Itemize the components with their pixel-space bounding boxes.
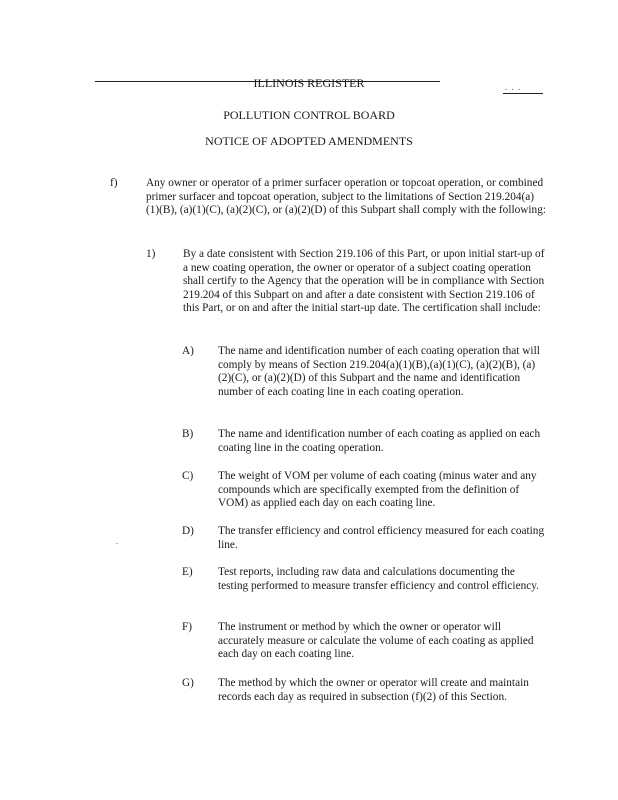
- subitem-c-label: C): [182, 470, 194, 482]
- board-title: POLLUTION CONTROL BOARD: [223, 108, 395, 122]
- subitem-c-text: The weight of VOM per volume of each coating (minus water and any compounds which are specifically exempted from the definition of VOM) as applied each day on each coating line.: [218, 470, 537, 510]
- subitem-g-text: The method by which the owner or operator will create and maintain records each day as required in subsection (f)(2) of this Section.: [218, 677, 529, 703]
- subitem-d-label: D): [182, 525, 194, 537]
- subitem-g-label: G): [182, 677, 194, 689]
- item-1-label: 1): [146, 248, 156, 260]
- subitem-f-label: F): [182, 621, 193, 633]
- notice-title: NOTICE OF ADOPTED AMENDMENTS: [205, 134, 413, 148]
- subitem-a-text: The name and identification number of each coating operation that will comply by means of Section 219.204(a)(1)(B),(a)(1)(C), (a)(2)(B), (a)(2)(C), or (a)(2)(D) of this Subpart and the name and identification number of each coating line in each coating operation.: [218, 345, 540, 398]
- item-1-text: By a date consistent with Section 219.106 of this Part, or upon initial start-up of a new coating operation, the owner or operator of a subject coating operation shall certify to the Agency that the operation will be in compliance with Section 219.204 of this Subpart on and after a date consistent with Section 219.106 of this Part, or on and after the initial start-up date. The certification shall include:: [183, 248, 545, 315]
- register-title: ILLINOIS REGISTER: [253, 76, 365, 90]
- subitem-e-text: Test reports, including raw data and calculations documenting the testing performed to measure transfer efficiency and control efficiency.: [218, 566, 539, 592]
- subitem-b-text: The name and identification number of each coating as applied on each coating line in the coating operation.: [218, 428, 541, 454]
- section-f-label: f): [110, 177, 118, 189]
- header-dots: . . .: [505, 82, 522, 92]
- section-f-text: Any owner or operator of a primer surfacer operation or topcoat operation, or combined primer surfacer and topcoat operation, subject to the limitations of Section 219.204(a)(1)(B), (a)(1)(C), (a)(2)(C), or (a)(2)(D) of this Subpart shall comply with the following:: [146, 177, 546, 217]
- subitem-d-text: The transfer efficiency and control efficiency measured for each coating line.: [218, 525, 545, 551]
- subitem-a-label: A): [182, 345, 194, 357]
- subitem-f-text: The instrument or method by which the owner or operator will accurately measure or calculate the volume of each coating as applied each day on each coating line.: [218, 621, 534, 661]
- stray-mark: .: [116, 537, 118, 546]
- subitem-e-label: E): [182, 566, 193, 578]
- header-rule-right: [503, 93, 543, 94]
- subitem-b-label: B): [182, 428, 194, 440]
